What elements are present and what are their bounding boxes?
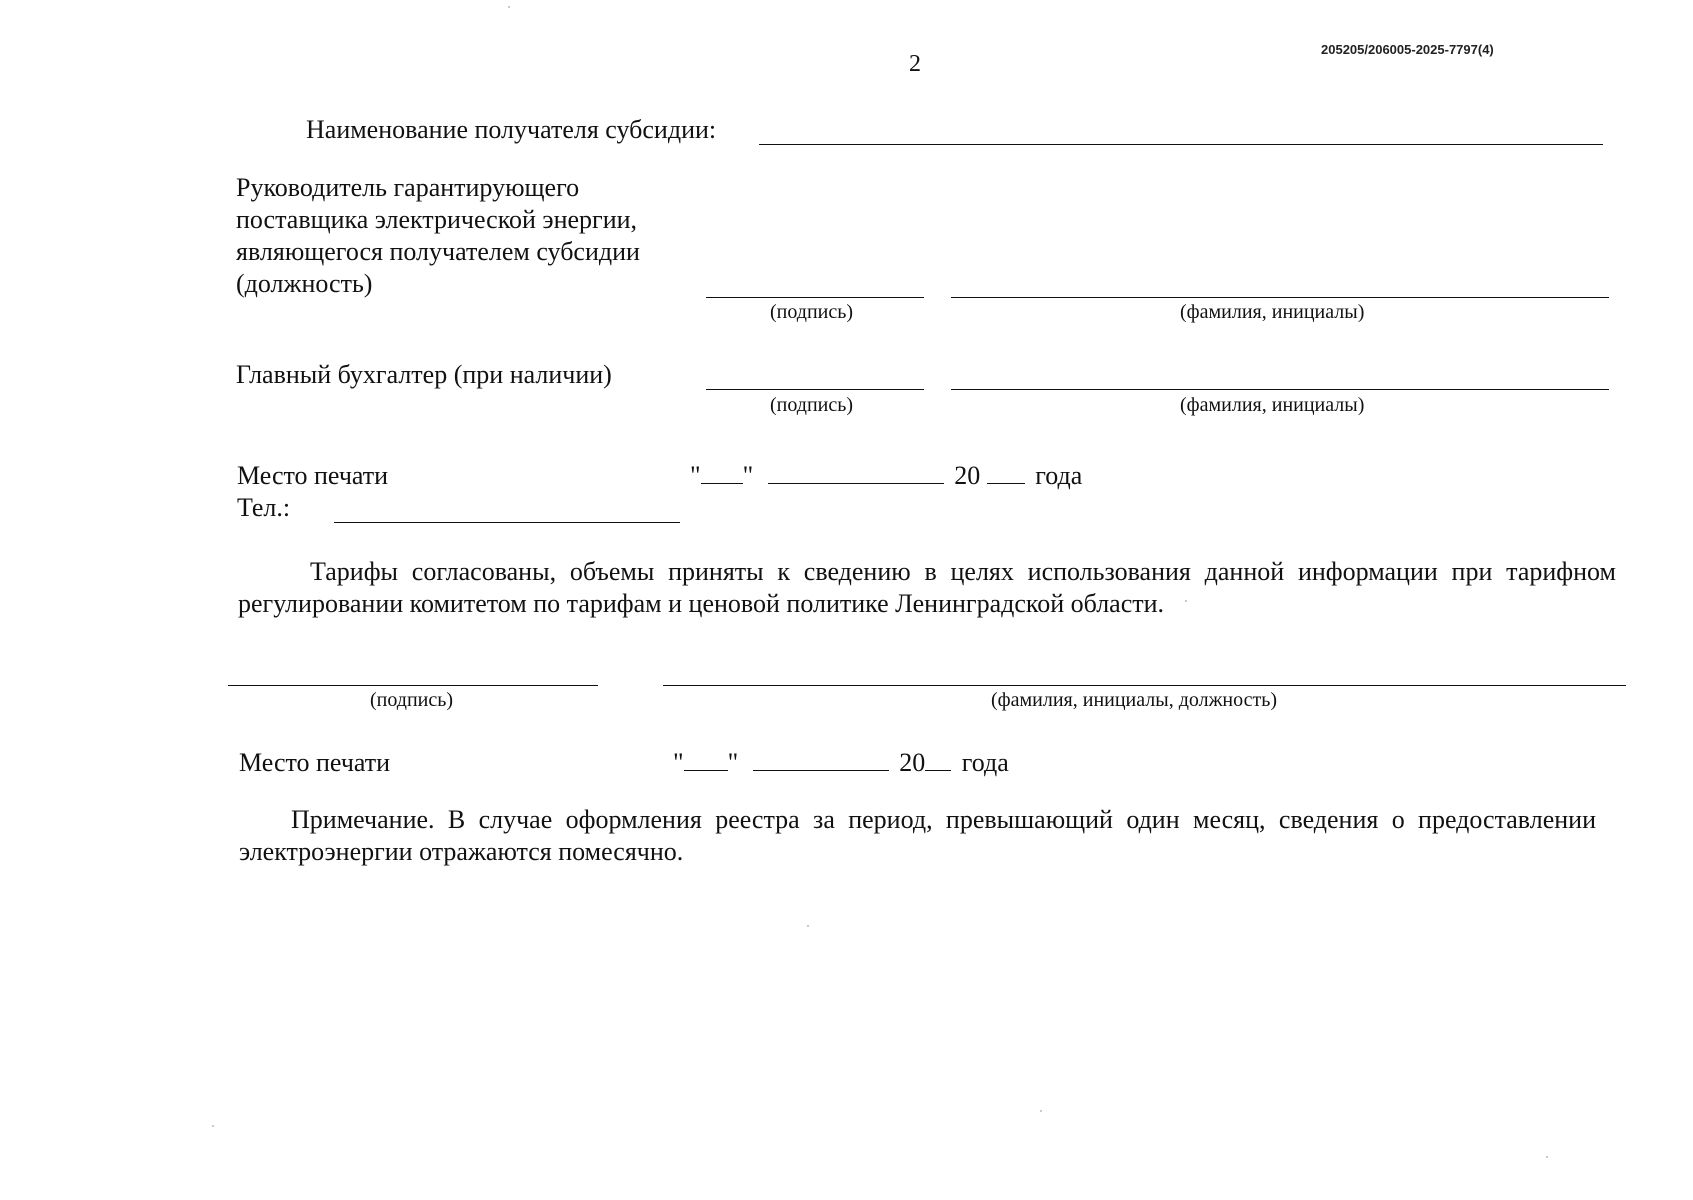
scan-speck [1185, 600, 1187, 602]
year-blank-2 [925, 748, 951, 771]
director-title-line-3: являющегося получателем субсидии [236, 237, 640, 266]
scan-speck [1546, 1156, 1548, 1158]
scan-speck [807, 925, 809, 927]
date-quote-open-2: " [673, 748, 684, 777]
stamp-place-label-2: Место печати [239, 748, 391, 777]
page-number: 2 [909, 51, 921, 77]
scan-speck [508, 6, 510, 8]
director-title-line-1: Руководитель гарантирующего [236, 173, 580, 202]
recipient-name-line [759, 144, 1603, 145]
approval-name-caption: (фамилия, инициалы, должность) [991, 689, 1278, 711]
month-blank [768, 461, 944, 484]
date-quote-close: " [742, 461, 754, 490]
accountant-signature-caption: (подпись) [770, 394, 854, 416]
scan-speck [1040, 1110, 1042, 1112]
note-paragraph [239, 804, 1596, 868]
year-suffix: года [1035, 461, 1083, 490]
day-blank [701, 461, 743, 484]
director-title-line-4: (должность) [236, 269, 373, 298]
stamp-place-label: Место печати [237, 461, 389, 490]
date-quote-open: " [690, 461, 701, 490]
director-name-caption: (фамилия, инициалы) [1180, 301, 1365, 323]
year-prefix-2: 20 [899, 748, 926, 777]
accountant-name-caption: (фамилия, инициалы) [1180, 394, 1365, 416]
day-blank-2 [684, 748, 728, 771]
director-signature-line [706, 297, 924, 298]
month-blank-2 [753, 748, 889, 771]
year-blank [987, 461, 1025, 484]
note-text: Примечание. В случае оформления реестра за период, превышающий один месяц, сведения о предоставлении электроэнергии отражаются помесячно. [239, 805, 1596, 866]
accountant-name-line [951, 389, 1609, 390]
scan-speck [212, 1125, 214, 1127]
approval-paragraph [238, 556, 1616, 620]
phone-label: Тел.: [237, 493, 291, 522]
date-quote-close-2: " [727, 748, 739, 777]
approval-name-line [663, 685, 1626, 686]
approval-signature-caption: (подпись) [370, 689, 454, 711]
stamp-date [690, 460, 1082, 492]
approval-signature-line [228, 685, 598, 686]
year-prefix: 20 [954, 461, 981, 490]
accountant-label: Главный бухгалтер (при наличии) [236, 360, 612, 389]
accountant-signature-line [706, 389, 924, 390]
document-id: 205205/206005-2025-7797(4) [1321, 42, 1494, 57]
director-title-line-2: поставщика электрической энергии, [236, 205, 638, 234]
director-signature-caption: (подпись) [770, 301, 854, 323]
recipient-label: Наименование получателя субсидии: [306, 115, 717, 144]
year-suffix-2: года [961, 748, 1009, 777]
director-name-line [951, 297, 1609, 298]
stamp-date-2 [673, 747, 1009, 779]
phone-line [334, 522, 680, 523]
approval-text: Тарифы согласованы, объемы приняты к сведению в целях использования данной информации при тарифном регулировании комитетом по тарифам и ценовой политике Ленинградской области. [238, 557, 1616, 618]
